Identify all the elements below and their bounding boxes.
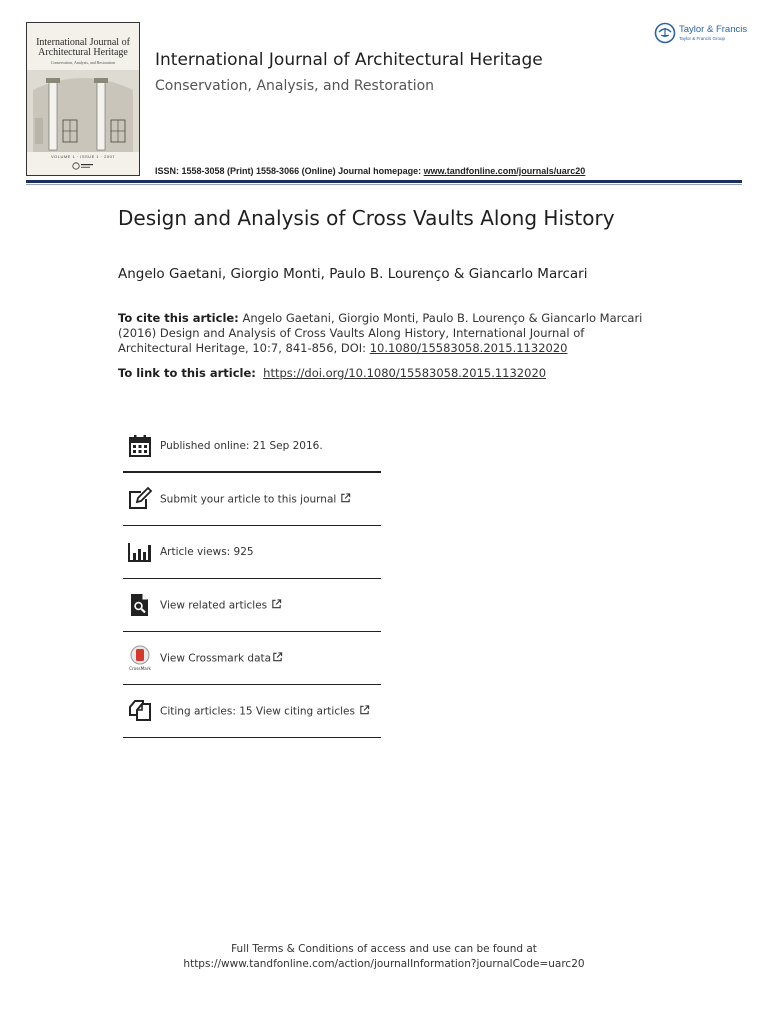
external-link-icon <box>271 599 282 610</box>
publisher-logo[interactable] <box>654 22 746 46</box>
citing-articles-link[interactable] <box>160 705 370 718</box>
external-link-icon <box>272 652 283 663</box>
article-authors: Angelo Gaetani, Giorgio Monti, Paulo B. Lourenço & Giancarlo Marcari <box>118 266 588 282</box>
edit-icon <box>127 486 153 512</box>
footer-terms <box>0 942 768 972</box>
issn-line <box>155 166 585 176</box>
cite-doi-link[interactable]: 10.1080/15583058.2015.1132020 <box>369 341 568 355</box>
taylor-francis-logo-icon <box>654 22 676 44</box>
cite-label: To cite this article: <box>118 311 239 325</box>
footer-terms-link[interactable]: https://www.tandfonline.com/action/journalInformation?journalCode=uarc20 <box>183 958 585 970</box>
citing-articles-text: Citing articles: 15 View citing articles <box>160 705 355 718</box>
crossmark-label: CrossMark <box>129 666 151 671</box>
crossmark-row[interactable] <box>123 632 381 685</box>
cover-title: International Journal of Architectural Heritage <box>36 37 130 58</box>
cover-building-illustration <box>27 70 139 152</box>
issn-text: ISSN: 1558-3058 (Print) 1558-3066 (Online) Journal homepage: <box>155 166 422 176</box>
header-divider-thin <box>26 184 742 185</box>
article-title: Design and Analysis of Cross Vaults Along History <box>118 206 615 230</box>
citing-articles-icon <box>127 698 153 724</box>
external-link-icon <box>359 705 370 716</box>
article-doi-link[interactable]: https://doi.org/10.1080/15583058.2015.1132020 <box>263 366 547 380</box>
taylor-francis-mini-logo-icon <box>72 162 94 170</box>
journal-subtitle: Conservation, Analysis, and Restoration <box>155 78 435 94</box>
crossmark-icon <box>127 645 153 671</box>
crossmark-text: View Crossmark data <box>160 652 272 665</box>
cite-text: Angelo Gaetani, Giorgio Monti, Paulo B. Lourenço & Giancarlo Marcari (2016) Design and Analysis of Cross Vaults Along History, International Journal of Architectural Heritage, 10:7, 841-856, DOI: <box>118 311 643 355</box>
published-online-text: Published online: 21 Sep 2016. <box>160 439 323 452</box>
calendar-icon <box>127 433 153 459</box>
citing-articles-row[interactable] <box>123 685 381 738</box>
related-articles-link[interactable] <box>160 599 282 612</box>
journal-homepage-link[interactable]: www.tandfonline.com/journals/uarc20 <box>423 166 586 176</box>
external-link-icon <box>340 493 351 504</box>
article-link-block <box>118 366 546 380</box>
article-info-list <box>123 420 381 738</box>
related-articles-text: View related articles <box>160 599 268 612</box>
link-label: To link to this article: <box>118 366 256 380</box>
journal-cover-thumbnail <box>26 22 140 176</box>
crossmark-link[interactable] <box>160 652 283 665</box>
bar-chart-icon <box>127 539 153 565</box>
footer-line-1: Full Terms & Conditions of access and use can be found at <box>231 943 537 955</box>
publisher-name: Taylor & Francis <box>679 24 748 35</box>
search-document-icon <box>127 592 153 618</box>
cover-subtitle: Conservation, Analysis, and Restoration <box>50 60 116 65</box>
publisher-group: Taylor & Francis Group <box>679 36 726 41</box>
article-views-text: Article views: 925 <box>160 546 254 558</box>
submit-article-text: Submit your article to this journal <box>160 493 337 506</box>
journal-title: International Journal of Architectural Heritage <box>155 50 543 70</box>
submit-article-link[interactable] <box>160 493 351 506</box>
related-articles-row[interactable] <box>123 579 381 632</box>
header-divider <box>26 180 742 183</box>
article-views-row <box>123 526 381 579</box>
citation-block <box>118 311 658 356</box>
submit-article-row[interactable] <box>123 473 381 526</box>
published-online-row <box>123 420 381 473</box>
cover-volume-line: VOLUME 1 · ISSUE 1 · 2007 <box>50 154 116 159</box>
